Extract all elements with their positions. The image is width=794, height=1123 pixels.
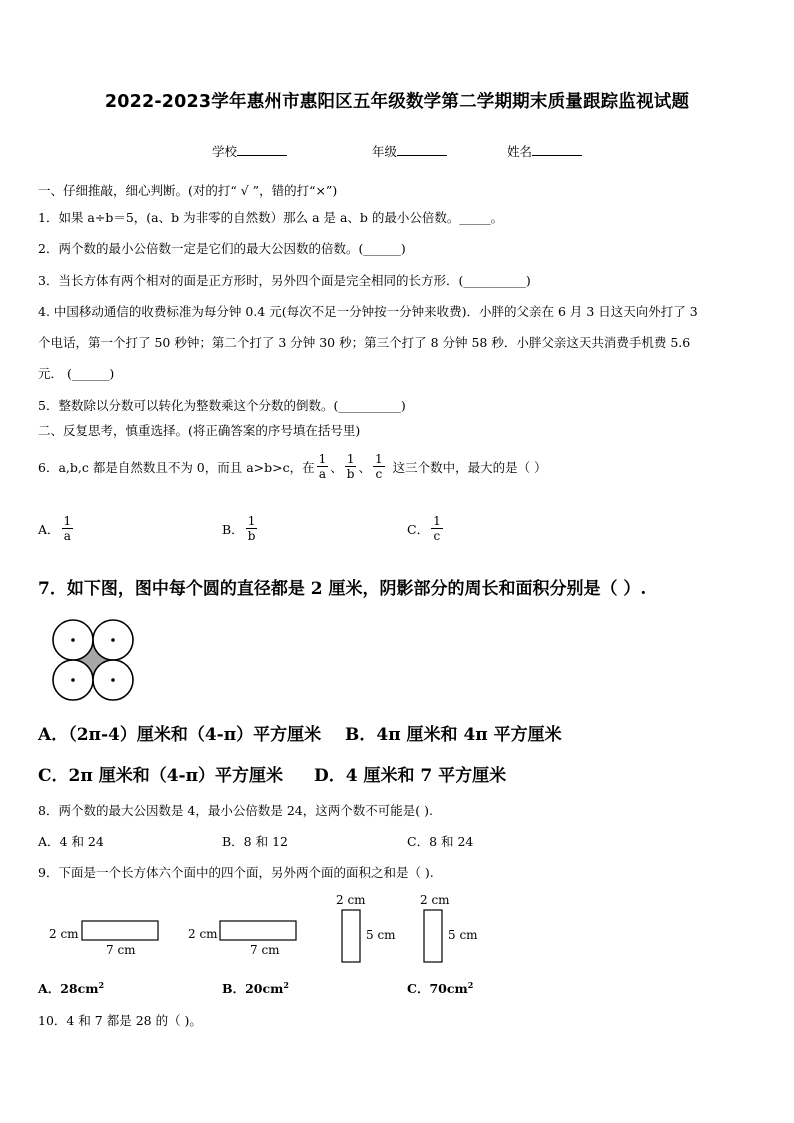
question-10: 10．4 和 7 都是 28 的（ )。	[38, 1013, 202, 1028]
q6-suffix: 这三个数中，最大的是（ ）	[392, 459, 547, 475]
question-2: 2．两个数的最小公倍数一定是它们的最大公因数的倍数。(______)	[38, 241, 406, 256]
question-5: 5．整数除以分数可以转化为整数乘这个分数的倒数。(__________)	[38, 398, 406, 413]
question-6	[38, 452, 547, 481]
face-2	[188, 921, 296, 957]
section2-heading: 二、反复思考，慎重选择。(将正确答案的序号填在括号里)	[38, 423, 361, 438]
fraction-1-over-c: $\frac{1}{c}$	[375, 452, 383, 481]
face-4-width-label: 2 cm	[420, 893, 450, 907]
face-3	[336, 893, 396, 962]
q8-option-b[interactable]: B．8 和 12	[222, 834, 288, 849]
center-dot	[111, 638, 115, 642]
q9-option-a[interactable]: A．$28cm^2$	[38, 979, 105, 996]
center-dot	[71, 678, 75, 682]
question-3: 3．当长方体有两个相对的面是正方形时，另外四个面是完全相同的长方形．(__________)	[38, 273, 531, 288]
q6-sep: 、	[330, 459, 343, 475]
cuboid-faces-figure	[40, 888, 500, 970]
q6-sep: 、	[358, 459, 371, 475]
grade-field[interactable]	[372, 142, 447, 160]
face-1	[49, 921, 158, 957]
question-7: 7．如下图，图中每个圆的直径都是 2 厘米，阴影部分的周长和面积分别是（ ）.	[38, 579, 647, 599]
school-label: 学校	[212, 144, 238, 159]
face-4	[420, 893, 478, 962]
name-field[interactable]	[507, 142, 582, 160]
face-1-width-label: 2 cm	[49, 927, 79, 941]
center-dot	[71, 638, 75, 642]
face-1-length-label: 7 cm	[106, 943, 136, 957]
grade-label: 年级	[372, 144, 398, 159]
center-dot	[111, 678, 115, 682]
question-9: 9．下面是一个长方体六个面中的四个面，另外两个面的面积之和是（ ).	[38, 865, 434, 880]
q7-option-a[interactable]: A．（2π-4）厘米和（4-π）平方厘米	[38, 725, 322, 745]
q7-option-b[interactable]: B．4π 厘米和 4π 平方厘米	[345, 725, 562, 745]
four-circles-figure	[50, 618, 136, 702]
question-4-line1: 4. 中国移动通信的收费标准为每分钟 0.4 元(每次不足一分钟按一分钟来收费)．小胖的父亲在 6 月 3 日这天向外打了 3	[38, 304, 698, 319]
face-3-height-label: 5 cm	[366, 928, 396, 942]
question-1: 1．如果 a÷b＝5，(a、b 为非零的自然数）那么 a 是 a、b 的最小公倍数。_____。	[38, 210, 504, 225]
face-2-width-label: 2 cm	[188, 927, 218, 941]
q9-option-b[interactable]: B．$20cm^2$	[222, 979, 289, 996]
name-label: 姓名	[507, 144, 533, 159]
q8-option-a[interactable]: A．4 和 24	[38, 834, 104, 849]
school-field[interactable]	[212, 142, 287, 160]
fraction-1-over-b: $\frac{1}{b}$	[346, 452, 355, 481]
face-2-length-label: 7 cm	[250, 943, 280, 957]
q6-option-c[interactable]: C． $\frac{1}{c}$	[407, 514, 441, 543]
face-3-width-label: 2 cm	[336, 893, 366, 907]
q6-option-b[interactable]: B． $\frac{1}{b}$	[222, 514, 256, 543]
q8-option-c[interactable]: C．8 和 24	[407, 834, 474, 849]
q9-option-c[interactable]: C．$70cm^2$	[407, 979, 474, 996]
question-8: 8．两个数的最大公因数是 4，最小公倍数是 24，这两个数不可能是( ).	[38, 803, 433, 818]
face-4-height-label: 5 cm	[448, 928, 478, 942]
section1-heading: 一、仔细推敲，细心判断。(对的打“ √ ”，错的打“×”)	[38, 183, 338, 198]
q6-prefix: 6．a,b,c 都是自然数且不为 0，而且 a>b>c，在	[38, 459, 315, 475]
page-title: 2022-2023学年惠州市惠阳区五年级数学第二学期期末质量跟踪监视试题	[104, 92, 690, 112]
fraction-1-over-a: $\frac{1}{a}$	[318, 452, 327, 481]
q7-option-c[interactable]: C．2π 厘米和（4-π）平方厘米	[38, 766, 284, 786]
q6-option-a[interactable]: A． $\frac{1}{a}$	[38, 514, 72, 543]
question-4-line3: 元． (______)	[38, 366, 115, 381]
q7-option-d[interactable]: D．4 厘米和 7 平方厘米	[314, 766, 507, 786]
question-4-line2: 个电话，第一个打了 50 秒钟；第二个打了 3 分钟 30 秒；第三个打了 8 分钟 58 秒．小胖父亲这天共消费手机费 5.6	[38, 335, 691, 350]
